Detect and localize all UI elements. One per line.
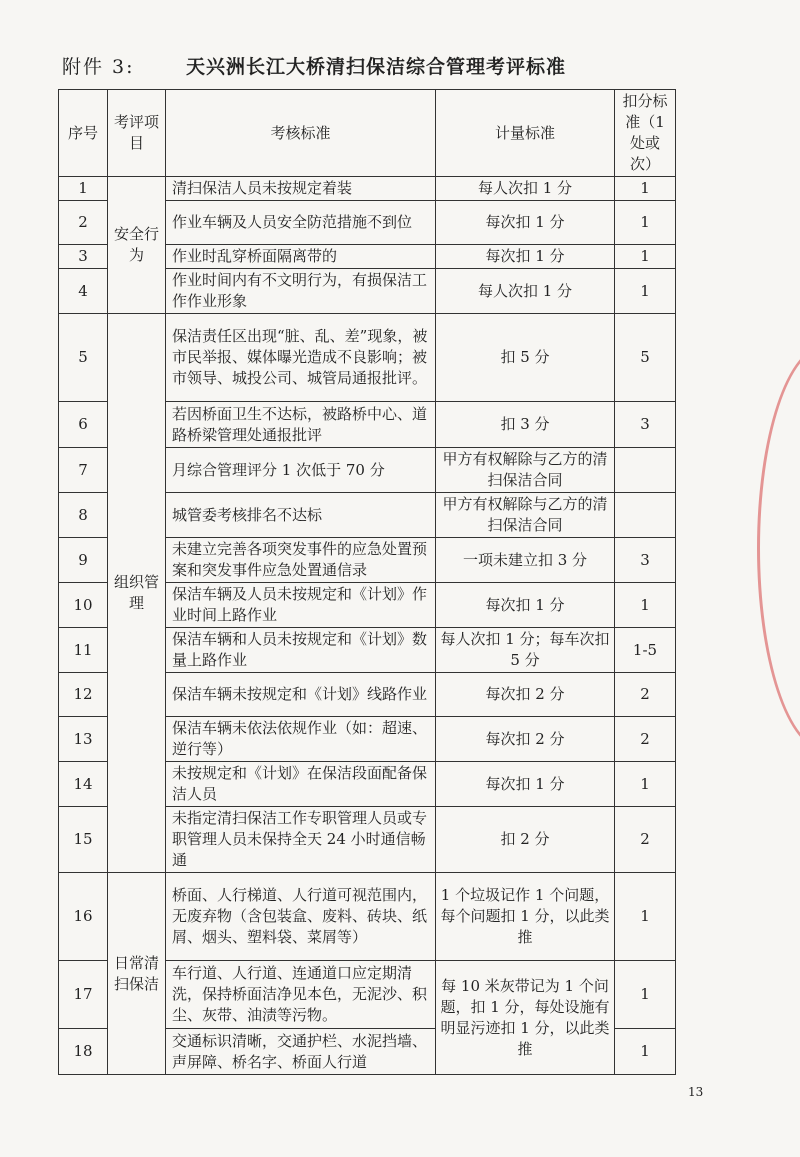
row-number: 1: [59, 177, 108, 201]
measure-cell: 每人次扣 1 分: [436, 177, 615, 201]
standard-cell: 作业车辆及人员安全防范措施不到位: [166, 201, 436, 245]
deduct-cell: 1: [615, 873, 676, 961]
standard-cell: 作业时乱穿桥面隔离带的: [166, 245, 436, 269]
deduct-cell: 1: [615, 762, 676, 807]
row-number: 18: [59, 1029, 108, 1075]
deduct-cell: 2: [615, 717, 676, 762]
standard-cell: 保洁车辆未按规定和《计划》线路作业: [166, 673, 436, 717]
deduct-cell: 1: [615, 177, 676, 201]
deduct-cell: 1: [615, 961, 676, 1029]
measure-cell: 扣 2 分: [436, 807, 615, 873]
standard-cell: 保洁车辆和人员未按规定和《计划》数量上路作业: [166, 628, 436, 673]
evaluation-table: [58, 89, 676, 1075]
deduct-cell: 1: [615, 245, 676, 269]
measure-cell: 一项未建立扣 3 分: [436, 538, 615, 583]
measure-cell: 每次扣 1 分: [436, 201, 615, 245]
deduct-cell: [615, 448, 676, 493]
row-number: 2: [59, 201, 108, 245]
row-number: 3: [59, 245, 108, 269]
measure-cell: 每次扣 2 分: [436, 673, 615, 717]
measure-cell: 扣 3 分: [436, 402, 615, 448]
row-number: 4: [59, 269, 108, 314]
measure-cell: 扣 5 分: [436, 314, 615, 402]
column-header-item: 考评项目: [108, 90, 166, 177]
measure-cell: 每次扣 2 分: [436, 717, 615, 762]
deduct-cell: 1-5: [615, 628, 676, 673]
row-number: 17: [59, 961, 108, 1029]
standard-cell: 保洁车辆及人员未按规定和《计划》作业时间上路作业: [166, 583, 436, 628]
row-number: 12: [59, 673, 108, 717]
standard-cell: 交通标识清晰，交通护栏、水泥挡墙、声屏障、桥名字、桥面人行道: [166, 1029, 436, 1075]
page-number: 13: [688, 1085, 704, 1099]
row-number: 16: [59, 873, 108, 961]
deduct-cell: 1: [615, 1029, 676, 1075]
row-number: 14: [59, 762, 108, 807]
deduct-cell: 2: [615, 807, 676, 873]
row-number: 10: [59, 583, 108, 628]
table-row: [59, 177, 676, 201]
standard-cell: 作业时间内有不文明行为，有损保洁工作作业形象: [166, 269, 436, 314]
measure-cell: 甲方有权解除与乙方的清扫保洁合同: [436, 493, 615, 538]
category-cell: 安全行为: [108, 177, 166, 314]
measure-cell: 每次扣 1 分: [436, 245, 615, 269]
measure-cell: 每人次扣 1 分: [436, 269, 615, 314]
standard-cell: 保洁车辆未依法依规作业（如：超速、逆行等）: [166, 717, 436, 762]
row-number: 13: [59, 717, 108, 762]
deduct-cell: 3: [615, 402, 676, 448]
row-number: 7: [59, 448, 108, 493]
deduct-cell: [615, 493, 676, 538]
column-header-standard: 考核标准: [166, 90, 436, 177]
column-header-measure: 计量标准: [436, 90, 615, 177]
category-cell: 日常清扫保洁: [108, 873, 166, 1075]
row-number: 8: [59, 493, 108, 538]
standard-cell: 车行道、人行道、连通道口应定期清洗，保持桥面洁净见本色，无泥沙、积尘、灰带、油渍等污物。: [166, 961, 436, 1029]
standard-cell: 未按规定和《计划》在保洁段面配备保洁人员: [166, 762, 436, 807]
standard-cell: 桥面、人行梯道、人行道可视范围内，无废弃物（含包装盒、废料、砖块、纸屑、烟头、塑料袋、菜屑等）: [166, 873, 436, 961]
column-header-no: 序号: [59, 90, 108, 177]
standard-cell: 若因桥面卫生不达标，被路桥中心、道路桥梁管理处通报批评: [166, 402, 436, 448]
measure-cell: 每人次扣 1 分；每车次扣 5 分: [436, 628, 615, 673]
measure-cell: 1 个垃圾记作 1 个问题，每个问题扣 1 分，以此类推: [436, 873, 615, 961]
measure-cell: 甲方有权解除与乙方的清扫保洁合同: [436, 448, 615, 493]
deduct-cell: 1: [615, 201, 676, 245]
standard-cell: 清扫保洁人员未按规定着装: [166, 177, 436, 201]
measure-cell: 每次扣 1 分: [436, 762, 615, 807]
row-number: 5: [59, 314, 108, 402]
row-number: 9: [59, 538, 108, 583]
document-header: [62, 52, 782, 82]
deduct-cell: 2: [615, 673, 676, 717]
table-row: [59, 314, 676, 402]
standard-cell: 月综合管理评分 1 次低于 70 分: [166, 448, 436, 493]
standard-cell: 未建立完善各项突发事件的应急处置预案和突发事件应急处置通信录: [166, 538, 436, 583]
table-header-row: [59, 90, 676, 177]
row-number: 6: [59, 402, 108, 448]
standard-cell: 保洁责任区出现“脏、乱、差”现象，被市民举报、媒体曝光造成不良影响；被市领导、城投公司、城管局通报批评。: [166, 314, 436, 402]
column-header-deduct: 扣分标准（1处或次）: [615, 90, 676, 177]
standard-cell: 未指定清扫保洁工作专职管理人员或专职管理人员未保持全天 24 小时通信畅通: [166, 807, 436, 873]
attachment-label: 附件 3:: [62, 56, 135, 78]
category-cell: 组织管理: [108, 314, 166, 873]
table-row: [59, 873, 676, 961]
deduct-cell: 3: [615, 538, 676, 583]
document-title: 天兴洲长江大桥清扫保洁综合管理考评标准: [186, 56, 567, 78]
deduct-cell: 1: [615, 583, 676, 628]
row-number: 15: [59, 807, 108, 873]
measure-cell: 每 10 米灰带记为 1 个问题，扣 1 分，每处设施有明显污迹扣 1 分，以此类推: [436, 961, 615, 1075]
standard-cell: 城管委考核排名不达标: [166, 493, 436, 538]
red-seal-stamp: [757, 345, 800, 751]
measure-cell: 每次扣 1 分: [436, 583, 615, 628]
deduct-cell: 5: [615, 314, 676, 402]
row-number: 11: [59, 628, 108, 673]
deduct-cell: 1: [615, 269, 676, 314]
